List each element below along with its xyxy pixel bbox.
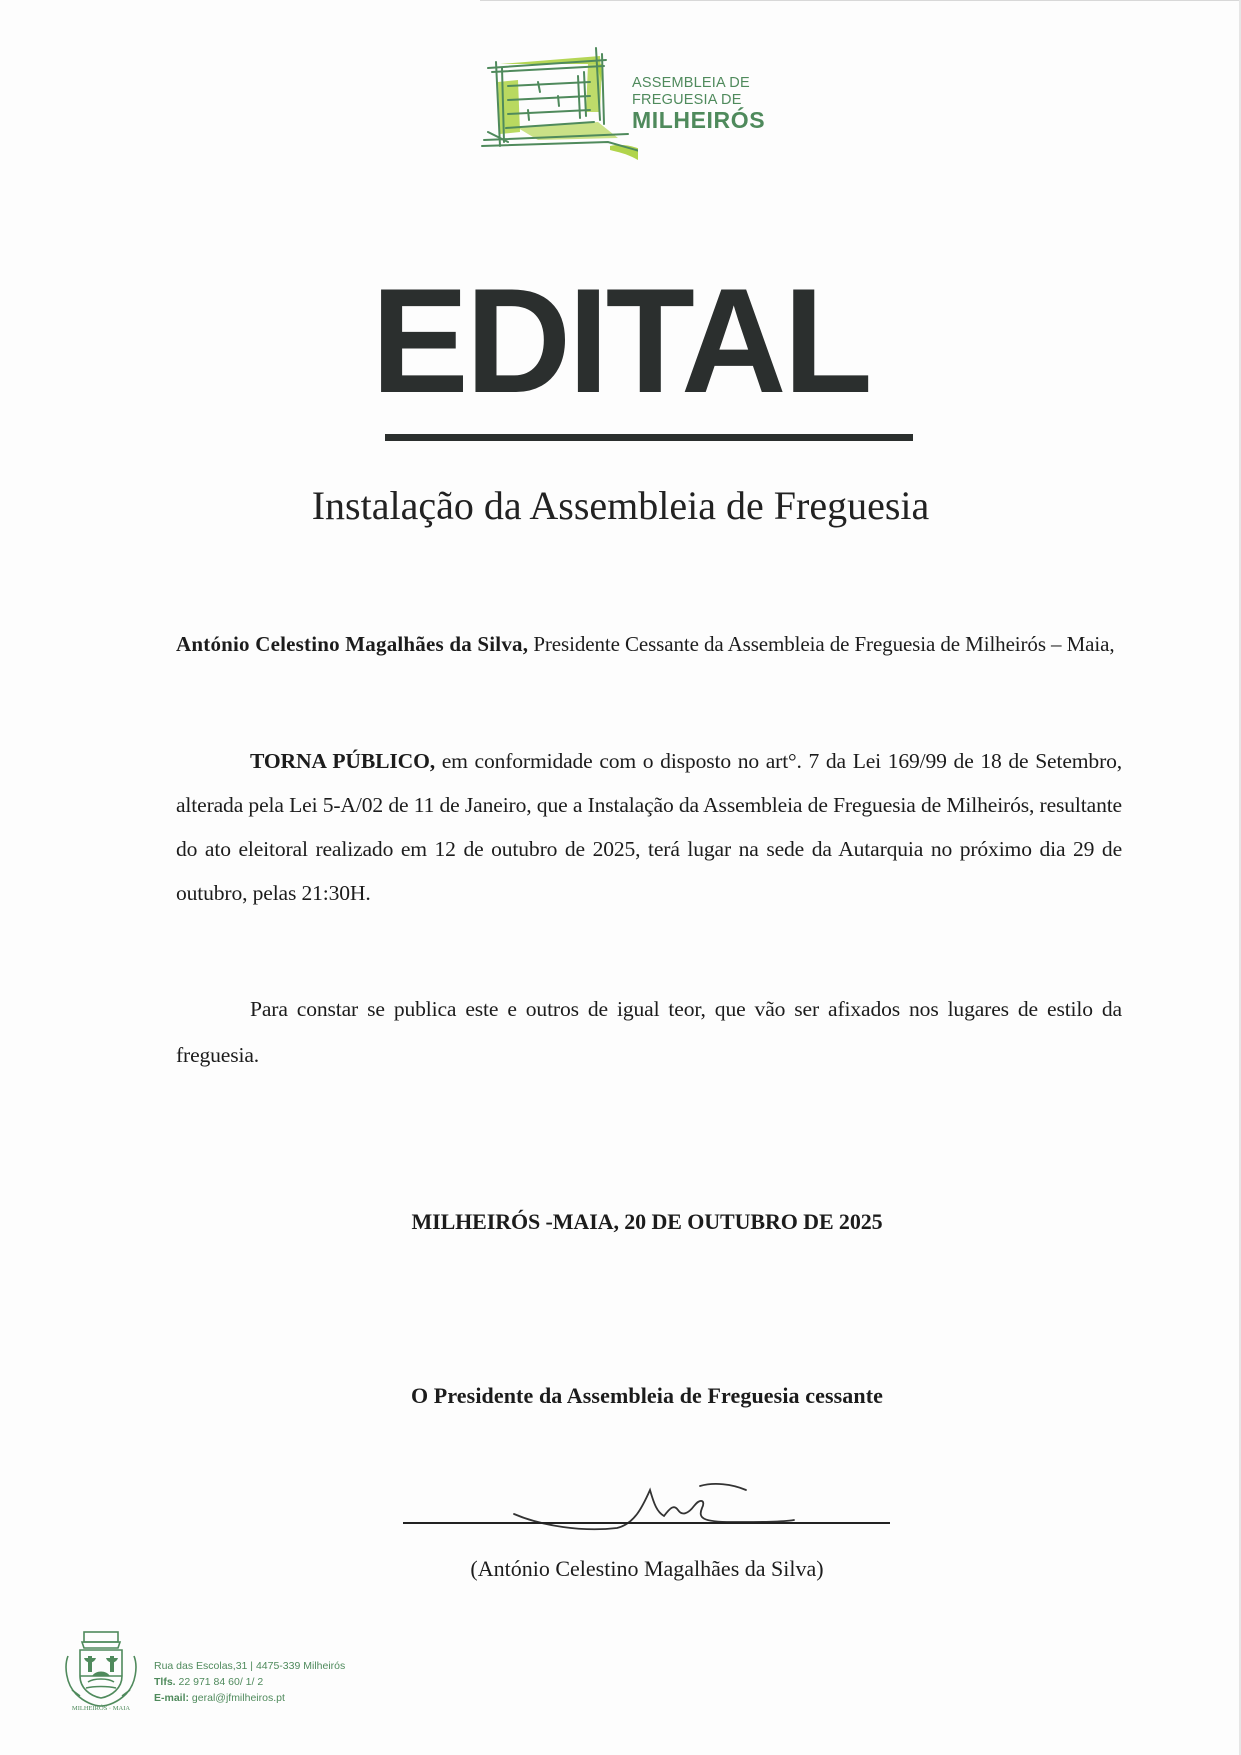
footer-phone bbox=[154, 1674, 345, 1690]
intro-text: Presidente Cessante da Assembleia de Freguesia de Milheirós – Maia, bbox=[528, 632, 1115, 656]
intro-paragraph bbox=[176, 632, 1122, 657]
logo-line-3: MILHEIRÓS bbox=[632, 107, 766, 133]
crest-banner-text: MILHEIRÓS · MAIA bbox=[71, 1705, 131, 1712]
footer-phone-label: Tlfs. bbox=[154, 1676, 176, 1688]
page-title: EDITAL bbox=[371, 257, 870, 424]
footer-text bbox=[154, 1658, 345, 1706]
announcement-lead: TORNA PÚBLICO, bbox=[250, 749, 435, 773]
page-subtitle: Instalação da Assembleia de Freguesia bbox=[311, 483, 930, 528]
assembly-logo bbox=[478, 42, 778, 167]
logo-line-2: FREGUESIA DE bbox=[632, 91, 742, 108]
signature-line bbox=[403, 1522, 890, 1524]
footer-email-value[interactable]: geral@jfmilheiros.pt bbox=[189, 1692, 285, 1704]
footer-phone-value: 22 971 84 60/ 1/ 2 bbox=[175, 1676, 264, 1688]
building-sketch-icon bbox=[478, 42, 638, 167]
footer-address: Rua das Escolas,31 | 4475-339 Milheirós bbox=[154, 1660, 346, 1672]
announcement-text: em conformidade com o disposto no art°. 7 da Lei 169/99 de 18 de Setembro, alterada pela Lei 5-A/02 de 11 de Janeiro, que a Instalação da Assembleia de Freguesia de Milheirós, resultante do ato eleitoral realizado em 12 de outubro de 2025, terá lugar na sede da Autarquia no próximo dia 29 de outubro, pelas 21:30H. bbox=[176, 749, 1123, 905]
scan-edge-line bbox=[480, 0, 1241, 1]
logo-line-1: ASSEMBLEIA DE bbox=[632, 75, 750, 91]
parish-crest-icon bbox=[58, 1626, 144, 1712]
place-date: MILHEIRÓS -MAIA, 20 DE OUTUBRO DE 2025 bbox=[411, 1209, 883, 1234]
signer-title: O Presidente da Assembleia de Freguesia cessante bbox=[410, 1383, 884, 1408]
title-underline bbox=[385, 434, 913, 441]
publication-paragraph: Para constar se publica este e outros de igual teor, que vão ser afixados nos lugares de estilo da freguesia. bbox=[176, 997, 1122, 1067]
intro-name: António Celestino Magalhães da Silva, bbox=[176, 632, 529, 656]
announcement-paragraph bbox=[176, 739, 1122, 915]
logo-text bbox=[632, 76, 765, 132]
footer-email-label: E-mail: bbox=[154, 1692, 190, 1704]
footer-email bbox=[154, 1690, 345, 1706]
handwritten-signature bbox=[402, 1478, 892, 1538]
footer-contact bbox=[58, 1626, 418, 1716]
signer-name: (António Celestino Magalhães da Silva) bbox=[470, 1556, 824, 1581]
